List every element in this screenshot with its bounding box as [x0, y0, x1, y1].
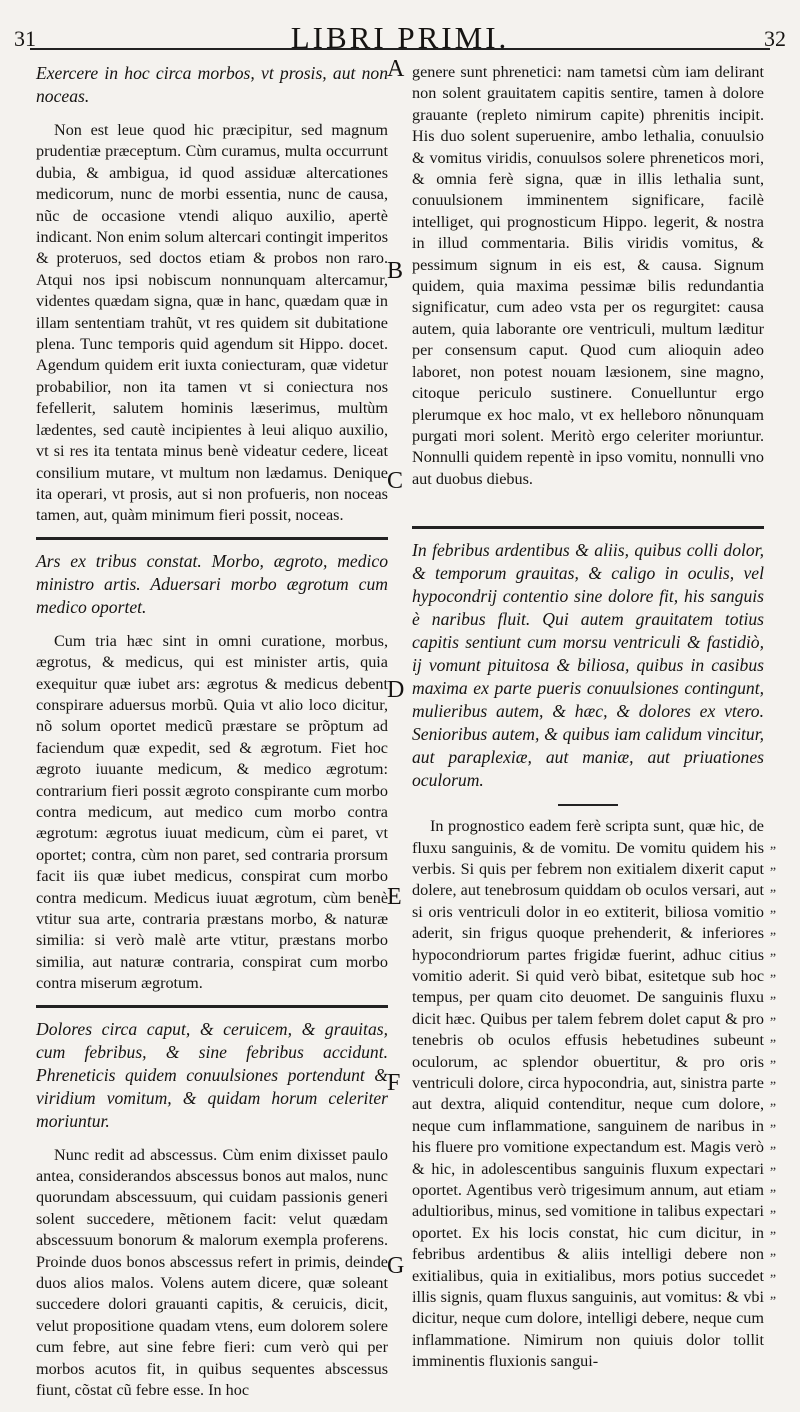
quotation-mark: „: [769, 1051, 777, 1067]
quotation-mark: „: [769, 986, 777, 1002]
margin-letter-e: E: [387, 884, 402, 910]
page-header: [0, 18, 800, 58]
quotation-mark: „: [769, 879, 777, 895]
left-page-number: 31: [14, 26, 36, 51]
quotation-mark: „: [769, 922, 777, 938]
quotation-mark: „: [769, 1200, 777, 1216]
quotation-mark: „: [769, 1222, 777, 1238]
margin-letter-f: F: [387, 1070, 401, 1096]
quotation-mark: „: [769, 837, 777, 852]
quotation-mark: „: [769, 1029, 777, 1045]
right-page-number: 32: [764, 26, 786, 51]
margin-letter-g: G: [387, 1253, 405, 1279]
section-divider-short: [558, 804, 618, 806]
margin-letter-d: D: [387, 677, 405, 703]
quoted-passage: Si quis per febrem non exitialem dixerit caput dolere, aut tenebrosum quiddam ob oculos versari, aut si oris ventriculi dolor in eo extiterit, biliosa vomitio aderit, sin frigus quoque prehenderit, & inferiores hypocondriorum partes frigidæ fuerint, adhuc citius vomitio aderit. Si quid verò bibat, esitetque sub hoc tempus, per quam cito deuomet. De sanguinis fluxu dicit hæc. Quibus per talem febrem dolet caput & pro tenebris ob oculos effusis hebetudines subeunt oculorum, ac splendor obuertitur, & pro oris ventriculi dolore, circa hypocondria, aut, sinistra parte aut dextra, aliquid contenditur, neque cum dolore, neque cum inflammatione, sanguinem de naribus in his fluere pro vomitione expectandum est. Magis verò & hic, in adolescentibus sanguinis fluxum expectari oportet. Agentibus verò trigesimum annum, aut etiam adultioribus, minus, sed vomitione in talibus expectari oportet.: [412, 859, 765, 1242]
section-divider: [36, 1005, 388, 1008]
quotation-mark: „: [769, 1286, 777, 1302]
quotation-mark: „: [769, 965, 777, 981]
commentary-text: Cum tria hæc sint in omni curatione, morbus, ægrotus, & medicus, qui est minister artis, quia exequitur quæ iubet ars: ægrotus & medicus debent conspirare aduersus morbũ. Quia vt alio loco dicitur, nõ solum oportet medicũ præstare se prõptum ad faciendum quæ expedit, sed & ægrotum. Fiet hoc ægroto iuuante medicum, & medico ægrotum: contrarium fieri possit ægroto conspirante cum morbo contra medicum, aut medico cum morbo contra ægrotum: ægrotus iuuat medicum, cùm ei paret, vt oportet; contra, cùm non paret, sed contraria prorsum facit iis quæ iubet medicus, conspirat cum morbo contra medicum. Medicus iuuat ægrotum, cùm benè vtitur sua arte, contraria præstans morbo, & naturæ similia: si verò malè arte vtitur, præstans morbo similia, aut naturæ contraria, conspirat cum morbo contra miserum ægrotum.: [36, 631, 388, 993]
quotation-mark: „: [769, 1008, 777, 1024]
margin-letter-c: C: [387, 468, 404, 494]
commentary-text: Non est leue quod hic præcipitur, sed magnum prudentiæ præceptum. Cùm curamus, multa occurrunt dubia, & ambigua, id quod assiduæ altercationes medicorum, nunc de morbi essentia, nunc de causa, nũc de occasione vtendi aliquo auxilio, apertè indicant. Non enim solum altercari contingit imperitos & proteruos, sed doctos etiam & probos non raro. Atqui nos ipsi nobiscum nonnunquam altercamur, videntes quædam signa, quæ in hanc, quædam quæ in illam sententiam trahũt, vt res quidem sit dubitatione plena. Tunc temporis quid agendum sit Hippo. docet. Agendum quidem erit iuxta coniecturam, quæ videtur probabilior, non ita tamen vt si coniectura nos fefellerit, salutem hominis læserimus, multùm lædentes, sed cautè incipientes à leui aliquo auxilio, vt si res ita tentata minus benè videatur cedere, liceat consilium mutare, vt multum non lædamus. Denique ita operari, vt prosis, aut si non profueris, non noceas tamen, aut, quàm minimum fieri possit, noceas.: [36, 121, 388, 525]
aphorism-text: Exercere in hoc circa morbos, vt prosis, aut non noceas.: [36, 63, 388, 106]
running-head: LIBRI PRIMI.: [290, 20, 510, 55]
commentary-intro: In prognostico eadem ferè scripta sunt, quæ hic, de fluxu sanguinis, & de vomitu. De vomitu quidem his verbis.: [412, 817, 764, 878]
quotation-mark: „: [769, 1179, 777, 1195]
header-rule: [30, 48, 770, 50]
quotation-mark: „: [769, 901, 777, 917]
commentary-text: [412, 816, 764, 1373]
aphorism-text: Ars ex tribus constat. Morbo, ægroto, medico ministro artis. Aduersari morbo ægrotum cum medico oportet.: [36, 550, 388, 617]
aphorism-text: In febribus ardentibus & aliis, quibus colli dolor, & temporum grauitas, & caligo in oculis, vel hypocondrij contentio sine dolore fit, his sanguis è naribus fluit. Qui autem grauitatem totius capitis sentiunt cum morsu ventriculi & fastidiò, ij vomunt pituitosa & biliosa, quibus in casibus maxima ex parte pueris conuulsiones contingunt, mulieribus autem, & hæc, & dolores ex vtero. Senioribus autem, & quibus iam calidum vincitur, aut paraplexiæ, aut maniæ, aut priuationes oculorum.: [412, 540, 764, 791]
quotation-mark: „: [769, 1136, 777, 1152]
quotation-mark: „: [769, 1265, 777, 1281]
quotation-mark: „: [769, 1158, 777, 1174]
margin-letter-b: B: [387, 258, 404, 284]
quotation-mark: „: [769, 1093, 777, 1109]
commentary-continuation: Ex his locis constat, hic cum dicitur, in febribus ardentibus & aliis intelligi debere non exitialibus, quia in exitialibus, mors potius succedet illis signis, quam fluxus sanguinis, aut vomitus: & vbi dicitur, neque cum dolore, intelligi debere, neque cum inflammatione. Nimirum non quiuis dolor tollit imminentis fluxionis sangui-: [412, 1223, 765, 1371]
quotation-marks-column: [758, 834, 788, 1305]
commentary-text: Nunc redit ad abscessus. Cùm enim dixisset paulo antea, considerandos abscessus bonos aut malos, nunc quorundam abscessuum, qui cuidam passionis generi solent succedere, mẽtionem facit: velut quædam abscessuum bonorum & malorum exempla proferens. Proinde duos bonos abscessus refert in primis, deinde duos alios malos. Volens autem dicere, quæ soleant succedere dolori grauanti capitis, & ceruicis, dicit, velut propositione quadam vtens, eum dolorem solere cum febre, aut sine febre fieri: cum verò qui per morbos acutos fit, in quibus sequentes abscessus fiunt, cõstat cũ febre esse. In hoc: [36, 1145, 388, 1400]
section-divider: [36, 537, 388, 540]
quotation-mark: „: [769, 944, 777, 960]
quotation-mark: „: [769, 1072, 777, 1088]
margin-letter-a: A: [387, 56, 405, 82]
commentary-text: genere sunt phrenetici: nam tametsi cùm iam delirant non solent grauitatem capitis sentire, tamen à dolore grauante (repleto nimirum capite) phrenitis incipit. His duo solent superuenire, ambo lethalia, conuulsio & vomitus viridis, conuulsos solere phreneticos mori, & omnia ferè signa, quæ in illis lethalia sunt, conuulsionem imminentem significare, facilè intelliget, qui prognosticum Hippo. legerit, & nostra in illud commentaria. Bilis viridis vomitus, & pessimum signum in eis est, & causa. Signum quidem, quia maxima pessimæ bilis redundantia significatur, cum adeo vsta per os regurgitet: causa autem, quia laborante ore ventriculi, multum læditur per consensum caput. Quod cum alioquin adeo laboret, non potest nouam læsionem, sine magno, citoque periculo sustinere. Conuelluntur ergo plerumque ex hoc malo, vt ex helleboro nõnunquam purgati mori solent. Meritò ergo celeriter moriuntur. Nonnulli quidem repentè in ipso vomitu, nonnulli vno aut duobus diebus.: [412, 63, 764, 488]
section-divider: [412, 526, 764, 529]
quotation-mark: „: [769, 1243, 777, 1259]
quotation-mark: „: [769, 1115, 777, 1131]
quotation-mark: „: [769, 858, 777, 874]
right-column: [412, 62, 764, 1383]
aphorism-text: Dolores circa caput, & ceruicem, & grauitas, cum febribus, & sine febribus accidunt. Phreneticis quidem conuulsiones portendunt & viridium vomitum, & quidam horum celeriter moriuntur.: [36, 1018, 388, 1131]
left-column: [36, 62, 388, 1412]
